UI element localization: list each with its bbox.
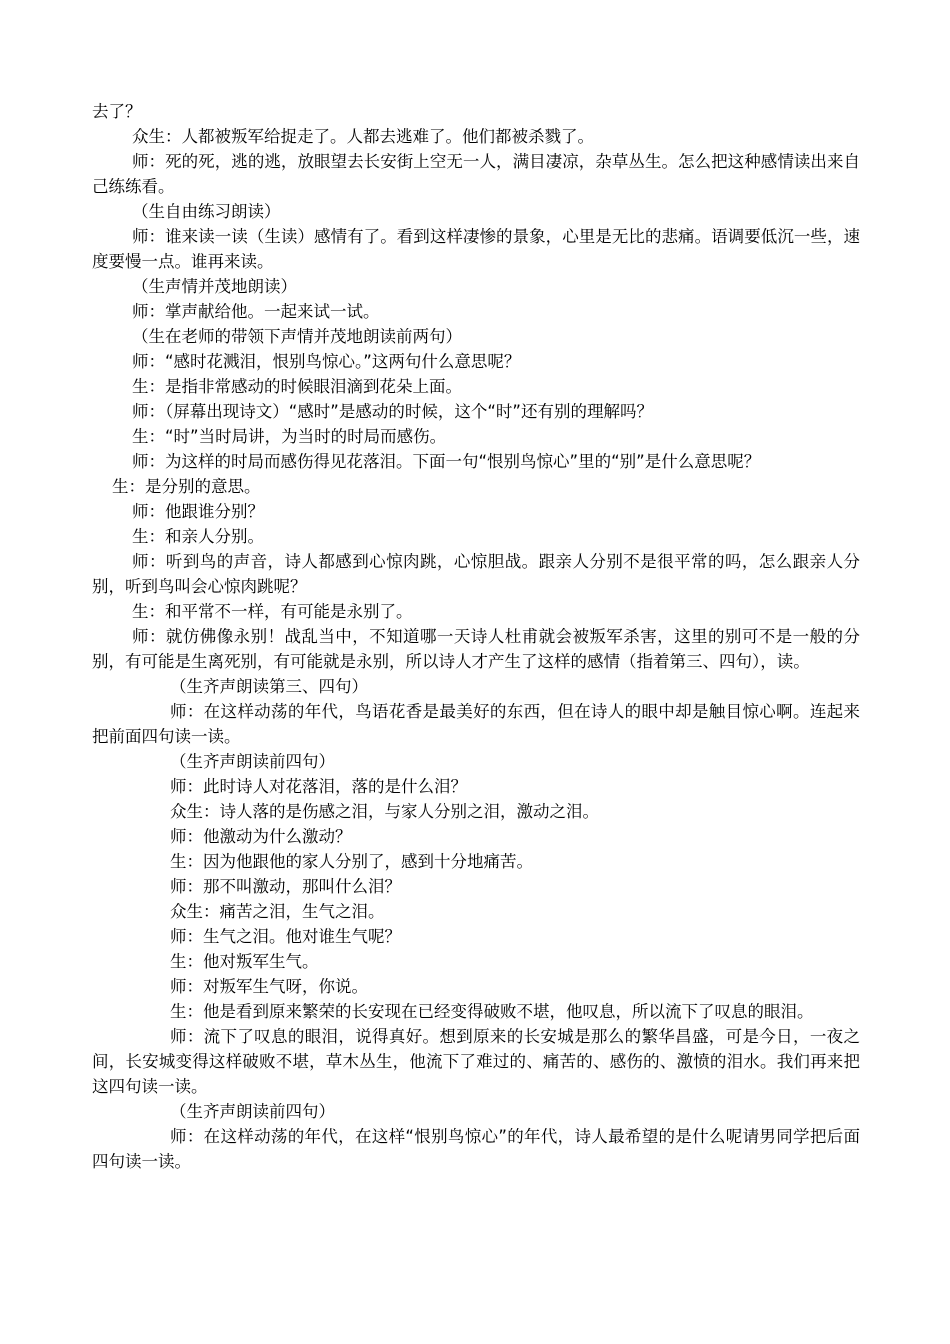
paragraph: 师：听到鸟的声音，诗人都感到心惊肉跳，心惊胆战。跟亲人分别不是很平常的吗，怎么跟亲人分别，听到鸟叫会心惊肉跳呢？	[92, 552, 860, 596]
paragraph: 师：生气之泪。他对谁生气呢？	[170, 927, 401, 946]
paragraph: 师：在这样动荡的年代，鸟语花香是最美好的东西，但在诗人的眼中却是触目惊心啊。连起来把前面四句读一读。	[92, 702, 860, 746]
paragraph: 师：流下了叹息的眼泪，说得真好。想到原来的长安城是那么的繁华昌盛，可是今日，一夜之间，长安城变得这样破败不堪，草木丛生，他流下了难过的、痛苦的、感伤的、激愤的泪水。我们再来把这四句读一读。	[92, 1027, 860, 1096]
paragraph: 师：掌声献给他。一起来试一试。	[132, 302, 380, 321]
paragraph: 众生：痛苦之泪，生气之泪。	[170, 902, 385, 921]
paragraph: 师：对叛军生气呀，你说。	[170, 977, 368, 996]
paragraph: 生：和亲人分别。	[132, 527, 264, 546]
paragraph: 生：“时”当时局讲，为当时的时局而感伤。	[132, 427, 447, 446]
paragraph: （生齐声朗读前四句）	[170, 752, 335, 771]
paragraph: 生：他是看到原来繁荣的长安现在已经变得破败不堪，他叹息，所以流下了叹息的眼泪。	[170, 1002, 814, 1021]
paragraph: 生：是分别的意思。	[112, 477, 261, 496]
paragraph: 师：此时诗人对花落泪，落的是什么泪？	[170, 777, 467, 796]
paragraph: 师：那不叫激动，那叫什么泪？	[170, 877, 401, 896]
paragraph: 师：（屏幕出现诗文）“感时”是感动的时候，这个“时”还有别的理解吗？	[132, 402, 653, 421]
paragraph: （生自由练习朗读）	[132, 202, 281, 221]
paragraph: （生声情并茂地朗读）	[132, 277, 297, 296]
paragraph: 师：在这样动荡的年代，在这样“恨别鸟惊心”的年代，诗人最希望的是什么呢请男同学把后面四句读一读。	[92, 1127, 860, 1171]
paragraph: 生：因为他跟他的家人分别了，感到十分地痛苦。	[170, 852, 533, 871]
document-body	[92, 99, 860, 1174]
paragraph: 生：他对叛军生气。	[170, 952, 319, 971]
paragraph: 众生：人都被叛军给捉走了。人都去逃难了。他们都被杀戮了。	[132, 127, 594, 146]
paragraph: （生在老师的带领下声情并茂地朗读前两句）	[132, 327, 462, 346]
paragraph: 师：他激动为什么激动？	[170, 827, 352, 846]
paragraph: 师：就仿佛像永别！战乱当中，不知道哪一天诗人杜甫就会被叛军杀害，这里的别可不是一般的分别，有可能是生离死别，有可能就是永别，所以诗人才产生了这样的感情（指着第三、四句），读。	[92, 627, 860, 671]
paragraph: 生：和平常不一样，有可能是永别了。	[132, 602, 413, 621]
paragraph: 师：死的死，逃的逃，放眼望去长安街上空无一人，满目凄凉，杂草丛生。怎么把这种感情读出来自己练练看。	[92, 152, 860, 196]
paragraph: 师：谁来读一读（生读）感情有了。看到这样凄惨的景象，心里是无比的悲痛。语调要低沉一些，速度要慢一点。谁再来读。	[92, 227, 860, 271]
paragraph: 师：为这样的时局而感伤得见花落泪。下面一句“恨别鸟惊心”里的“别”是什么意思呢？	[132, 452, 761, 471]
paragraph: （生齐声朗读第三、四句）	[170, 677, 368, 696]
paragraph: 去了？	[92, 102, 142, 121]
paragraph: （生齐声朗读前四句）	[170, 1102, 335, 1121]
paragraph: 生：是指非常感动的时候眼泪滴到花朵上面。	[132, 377, 462, 396]
paragraph: 师：他跟谁分别？	[132, 502, 264, 521]
paragraph: 师：“感时花溅泪，恨别鸟惊心。”这两句什么意思呢？	[132, 352, 521, 371]
paragraph: 众生：诗人落的是伤感之泪，与家人分别之泪，激动之泪。	[170, 802, 599, 821]
